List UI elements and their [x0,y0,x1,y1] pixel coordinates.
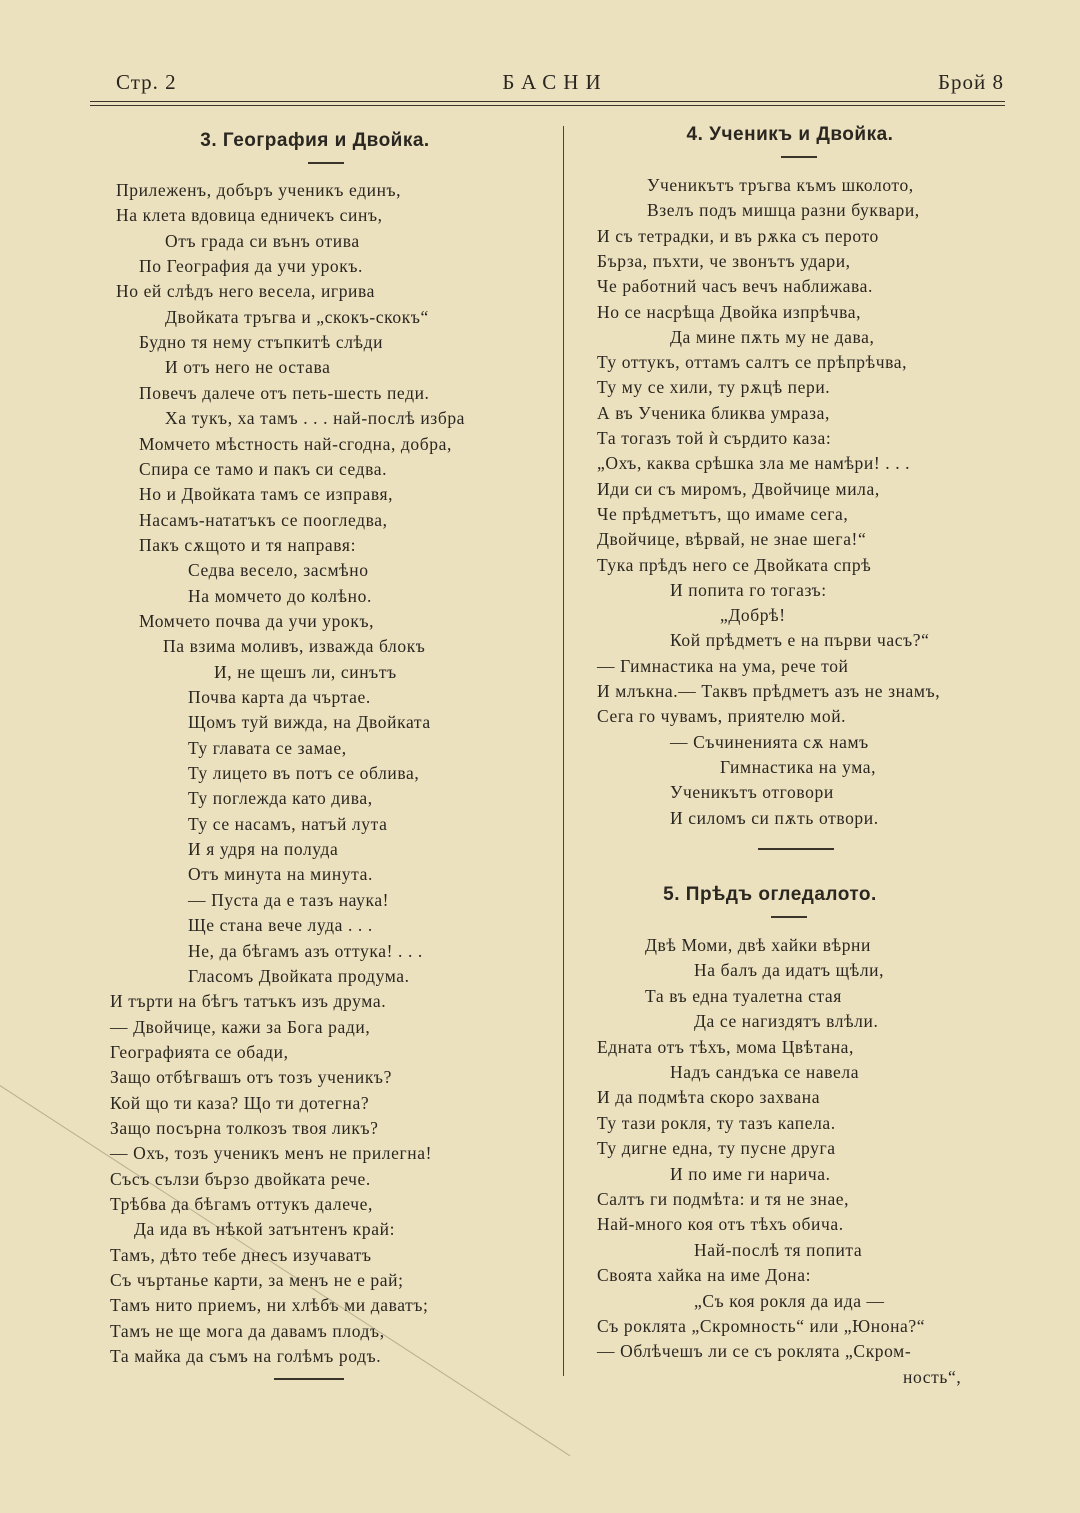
verse-line: Момчето почва да учи урокъ, [139,610,375,631]
verse-line: Ту оттукъ, оттамъ салтъ се прѣпрѣчва, [597,352,908,373]
verse-line: Отъ минута на минута. [188,864,373,885]
verse-line: Тука прѣдъ него се Двойката спрѣ [597,554,872,575]
verse-line: „Добрѣ! [720,605,786,626]
verse-line: Защо отбѣгвашъ отъ тозъ ученикъ? [110,1067,392,1088]
verse-line: Ту му се хили, ту рѫцѣ пери. [597,377,831,398]
verse-line: Съсъ сълзи бързо двойката рече. [110,1168,371,1189]
title-dash [308,162,344,164]
verse-line: Ученикътъ тръгва къмъ школото, [647,175,914,195]
verse-line: И отъ него не остава [165,357,331,378]
verse-line: Не, да бѣгамъ азъ оттука! . . . [188,940,423,961]
verse-line: Седва весело, засмѣно [188,560,369,581]
verse-line: На клета вдовица едничекъ синъ, [116,205,383,226]
verse-line: Тамъ не ще мога да давамъ плодъ, [110,1320,385,1341]
verse-line: И търти на бѣгъ татъкъ изъ друма. [110,991,387,1012]
verse-line: Едната отъ тѣхъ, мома Цвѣтана, [597,1036,855,1057]
verse-line: Но и Двойката тамъ се изправя, [139,484,394,505]
verse-line: Ха тукъ, ха тамъ . . . най-послѣ избра [165,408,466,429]
verse-line: И силомъ си пѫть отвори. [670,807,879,828]
publication-title: БАСНИ [502,70,608,94]
verse-line: И да подмѣта скоро захвана [597,1087,821,1108]
verse-line: Бърза, пъхти, че звонътъ удари, [597,250,851,271]
verse-line: Прилеженъ, добъръ ученикъ единъ, [116,180,402,200]
verse-line: Сега го чувамъ, приятелю мой. [597,706,847,727]
verse-line: — Гимнастика на ума, рече той [597,655,849,676]
verse-line: И попита го тогазъ: [670,579,827,600]
verse-line: — Двойчице, кажи за Бога ради, [110,1016,371,1037]
verse-line: Ту тази рокля, ту тазъ капела. [597,1112,836,1133]
verse-line: Салтъ ги подмѣта: и тя не знае, [597,1189,850,1209]
verse-line: Надъ сандъка се навела [670,1062,860,1082]
verse-line: Двойчице, вѣрвай, не знае шега!“ [597,529,867,550]
verse-line: Ученикътъ отговори [670,782,834,803]
verse-line: Взелъ подъ мишца разни буквари, [647,200,920,221]
verse-line: Та майка да съмъ на голѣмъ родъ. [110,1346,382,1367]
verse-line: Че работний часъ вечъ наближава. [597,276,873,297]
verse-line: Ту лицето въ потъ се облива, [188,763,420,784]
verse-line: Двойката тръгва и „скокъ-скокъ“ [165,306,429,327]
verse-line: Защо посърна толкозъ твоя ликъ? [110,1117,379,1138]
verse-line: „Съ коя рокля да ида — [694,1290,885,1311]
verse-line: Пакъ сѫщото и тя направя: [139,534,357,555]
verse-line: Най-много коя отъ тѣхъ обича. [597,1214,844,1235]
verse-line: Па взима моливъ, изважда блокъ [163,636,426,657]
verse-line: Своята хайка на име Дона: [597,1265,812,1286]
verse-line: Но ей слѣдъ него весела, игрива [116,281,376,302]
verse-line: Двѣ Моми, двѣ хайки вѣрни [645,935,871,955]
verse-line: Момчето мѣстность най-сгодна, добра, [139,433,452,454]
poem-title-uchenik: 4. Ученикъ и Двойка. [686,124,894,145]
verse-line: Отъ града си вънъ отива [165,230,360,251]
verse-line: Ту се насамъ, натъй лута [188,813,388,834]
verse-line: Та тогазъ той ѝ сърдито каза: [597,428,832,448]
column-divider [563,126,564,1376]
verse-line: По География да учи урокъ. [139,256,364,277]
title-dash [781,156,817,158]
verse-line: Почва карта да чъртае. [188,687,371,707]
verse-line: Кой прѣдметъ е на първи часъ?“ [670,630,930,651]
verse-line: Съ роклята „Скромность“ или „Юнона?“ [597,1316,926,1336]
verse-line: Повечъ далече отъ петь-шесть педи. [139,382,430,403]
verse-line: ность“, [903,1366,962,1387]
verse-line: Най-послѣ тя попита [694,1239,863,1260]
verse-line: Иди си съ миромъ, Двойчице мила, [597,478,880,499]
verse-line: Ту дигне една, ту пусне друга [597,1138,836,1159]
verse-line: На балъ да идатъ щѣли, [694,960,885,981]
verse-line: И съ тетрадки, и въ рѫка съ перото [597,225,879,246]
verse-line: Тамъ, дѣто тебе днесъ изучаватъ [110,1244,372,1265]
verse-line: Гимнастика на ума, [720,756,877,777]
verse-line: „Охъ, каква срѣшка зла ме намѣри! . . . [597,453,911,474]
verse-line: Та въ една туалетна стая [645,985,842,1006]
verse-line: И по име ги нарича. [670,1163,831,1184]
verse-line: Трѣбва да бѣгамъ оттукъ далече, [110,1194,373,1214]
verse-line: — Облѣчешъ ли се съ роклята „Скром- [597,1341,912,1362]
verse-line: Спира се тамо и пакъ си седва. [139,458,388,479]
verse-line: И млъкна.— Таквъ прѣдметъ азъ не знамъ, [597,681,941,701]
poem-title-geografia: 3. География и Двойка. [200,130,430,151]
header-rule-thin [90,105,1005,106]
verse-line: Че прѣдметътъ, що имаме сега, [597,503,849,524]
verse-line: Географията се обади, [110,1041,289,1062]
verse-line: Да ида въ нѣкой затънтенъ край: [134,1219,396,1240]
verse-line: Щомъ туй вижда, на Двойката [188,712,431,733]
header-rule [90,101,1005,102]
section-end-rule [758,848,834,850]
verse-line: — Пуста да е тазъ наука! [188,889,390,910]
verse-line: Да мине пѫть му не дава, [670,326,875,347]
poem-title-ogledalo: 5. Прѣдъ огледалото. [663,884,877,905]
verse-line: Будно тя нему стъпкитѣ слѣди [139,332,384,353]
verse-line: Ще стана вече луда . . . [188,915,373,936]
verse-line: Да се нагиздятъ влѣли. [694,1011,879,1032]
verse-line: Съ чъртанье карти, за менъ не е рай; [110,1270,404,1291]
title-dash [771,916,807,918]
verse-line: Гласомъ Двойката продума. [188,965,410,986]
verse-line: И, не щешъ ли, синътъ [214,661,397,682]
verse-line: На момчето до колѣно. [188,585,372,606]
verse-line: Кой що ти каза? Що ти дотегна? [110,1092,370,1113]
verse-line: Тамъ нито приемъ, ни хлѣбъ ми даватъ; [110,1295,429,1316]
verse-line: А въ Ученика бликва умраза, [597,402,830,423]
verse-line: Ту главата се замае, [188,737,347,758]
verse-line: И я удря на полуда [188,839,339,860]
verse-line: Ту поглежда като дива, [188,788,373,809]
verse-line: Насамъ-нататъкъ се поогледва, [139,509,388,530]
section-end-rule [274,1378,344,1380]
verse-line: — Охъ, тозъ ученикъ менъ не прилегна! [110,1143,433,1164]
page-number: Стр. 2 [116,70,177,94]
verse-line: Но се насрѣща Двойка изпрѣчва, [597,301,862,322]
verse-line: — Съчиненията сѫ намъ [670,731,869,752]
issue-number: Брой 8 [937,70,1004,94]
